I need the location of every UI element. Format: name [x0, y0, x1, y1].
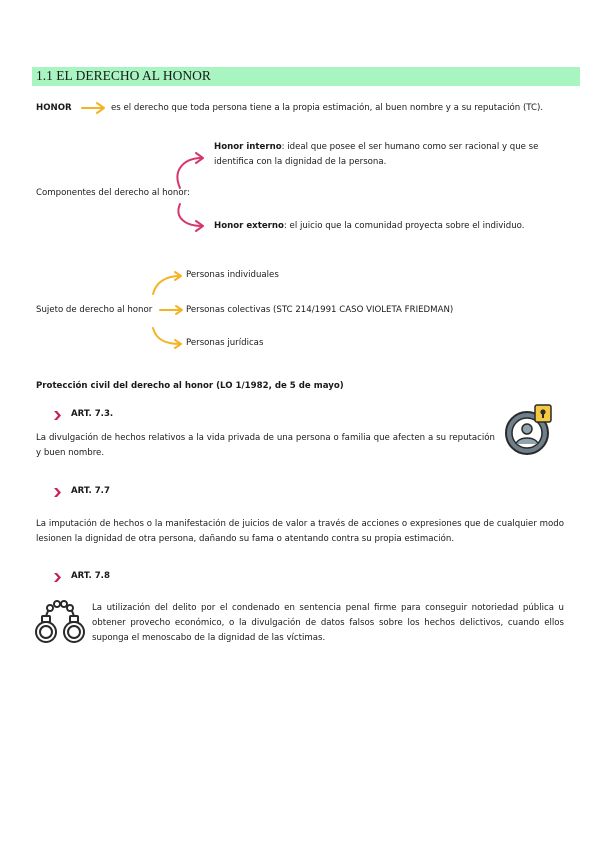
honor-term: HONOR: [36, 103, 72, 113]
article-text: La utilización del delito por el condenado en sentencia penal firme para conseguir notoriedad pública u obtener provecho económico, o la divulgación de datos falsos sobre los hechos delictivos, cuando ellos suponga el menoscabo de la dignidad de las víctimas.: [92, 603, 564, 643]
handcuffs-icon: [33, 598, 87, 646]
bullet-chevron-icon: [53, 411, 63, 420]
sujeto-label: Sujeto de derecho al honor: [36, 305, 153, 315]
honor-definition: es el derecho que toda persona tiene a la propia estimación, al buen nombre y a su reputación (TC).: [111, 103, 544, 113]
article-text: La imputación de hechos o la manifestación de juicios de valor a través de acciones o expresiones que de cualquier modo lesionen la dignidad de otra persona, dañando su fama o atentando contra su propia estimación.: [36, 519, 564, 544]
honor-externo: Honor externo: el juicio que la comunidad proyecta sobre el individuo.: [214, 221, 525, 231]
arrow-right-icon: [80, 100, 108, 116]
article-label: ART. 7.8: [71, 571, 110, 581]
bullet-chevron-icon: [53, 573, 63, 582]
branch-arrows-icon: [170, 148, 210, 238]
article-label: ART. 7.7: [71, 486, 110, 496]
page-title: 1.1 EL DERECHO AL HONOR: [36, 68, 211, 83]
bullet-chevron-icon: [53, 488, 63, 497]
sujeto-item: Personas jurídicas: [186, 338, 264, 348]
sujeto-item: Personas individuales: [186, 270, 279, 280]
componentes-label: Componentes del derecho al honor:: [36, 188, 190, 198]
proteccion-heading: Protección civil del derecho al honor (LO 1/1982, de 5 de mayo): [36, 381, 344, 391]
article-label: ART. 7.3.: [71, 409, 114, 419]
article-text: La divulgación de hechos relativos a la vida privada de una persona o familia que afecten a su reputación y buen nombre.: [36, 433, 495, 458]
sujeto-arrows-icon: [150, 268, 190, 354]
sujeto-item: Personas colectivas (STC 214/1991 CASO VIOLETA FRIEDMAN): [186, 305, 454, 315]
privacy-person-icon: [502, 403, 554, 459]
honor-interno: Honor interno: ideal que posee el ser humano como ser racional y que se identifica con la dignidad de la persona.: [214, 142, 539, 167]
